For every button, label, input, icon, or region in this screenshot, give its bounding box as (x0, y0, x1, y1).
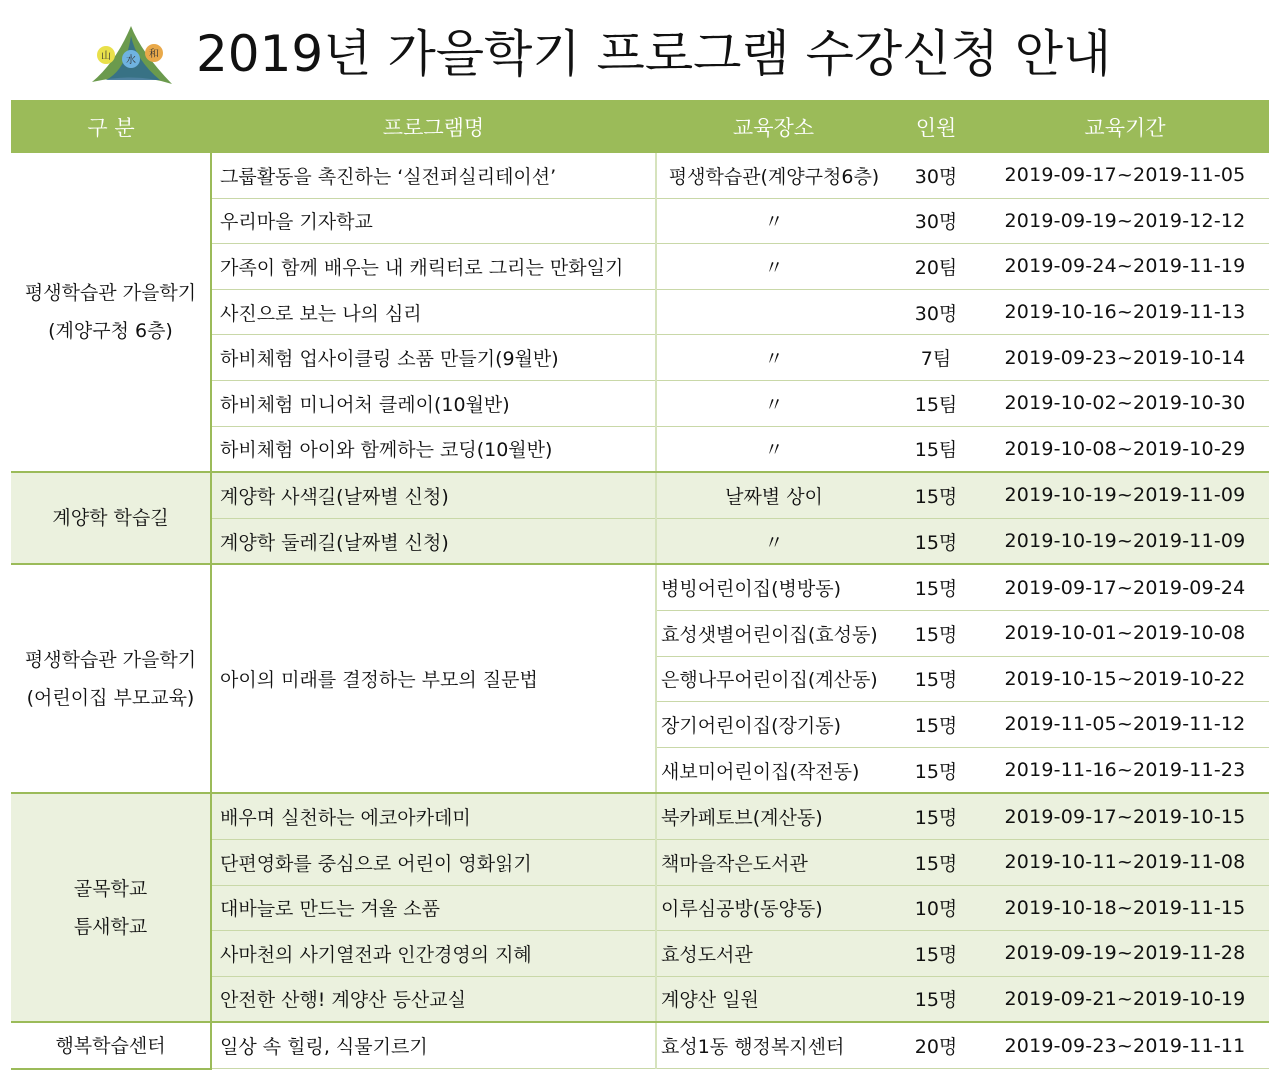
program-name: 하비체험 미니어처 클레이(10월반) (211, 380, 656, 426)
count-cell: 15명 (891, 702, 981, 748)
place-cell: 새보미어린이집(작전동) (656, 747, 891, 793)
place-cell: 병빙어린이집(병방동) (656, 564, 891, 610)
table-row (11, 153, 1269, 198)
place-cell: 날짜별 상이 (656, 472, 891, 518)
period-cell: 2019-09-24~2019-11-19 (981, 244, 1269, 290)
period-cell: 2019-10-02~2019-10-30 (981, 380, 1269, 426)
place-cell: 〃 (656, 198, 891, 244)
place-cell: 〃 (656, 244, 891, 290)
period-cell: 2019-10-01~2019-10-08 (981, 610, 1269, 656)
column-header-period: 교육기간 (981, 100, 1269, 153)
count-cell: 15명 (891, 610, 981, 656)
category-line: 계양학 학습길 (52, 507, 169, 530)
place-cell: 평생학습관(계양구청6층) (656, 153, 891, 198)
count-cell: 20팀 (891, 244, 981, 290)
count-cell: 10명 (891, 885, 981, 931)
period-cell: 2019-09-17~2019-11-05 (981, 153, 1269, 198)
column-header-place: 교육장소 (656, 100, 891, 153)
place-cell: 효성1동 행정복지센터 (656, 1022, 891, 1069)
place-cell: 은행나무어린이집(계산동) (656, 656, 891, 702)
count-cell: 15명 (891, 472, 981, 518)
period-cell: 2019-09-17~2019-09-24 (981, 564, 1269, 610)
program-name: 단편영화를 중심으로 어린이 영화읽기 (211, 839, 656, 885)
svg-text:和: 和 (149, 49, 159, 60)
period-cell: 2019-11-05~2019-11-12 (981, 702, 1269, 748)
column-header-category: 구 분 (11, 100, 211, 153)
count-cell: 15명 (891, 839, 981, 885)
page-header (0, 0, 1278, 100)
program-name: 사마천의 사기열전과 인간경영의 지혜 (211, 931, 656, 977)
category-line: (어린이집 부모교육) (26, 686, 195, 709)
program-name: 계양학 사색길(날짜별 신청) (211, 472, 656, 518)
table-row (11, 793, 1269, 839)
program-name: 하비체험 아이와 함께하는 코딩(10월반) (211, 426, 656, 472)
period-cell: 2019-10-11~2019-11-08 (981, 839, 1269, 885)
count-cell: 15팀 (891, 426, 981, 472)
period-cell: 2019-11-16~2019-11-23 (981, 747, 1269, 793)
program-name: 하비체험 업사이클링 소품 만들기(9월반) (211, 335, 656, 381)
column-header-program: 프로그램명 (211, 100, 656, 153)
program-name: 사진으로 보는 나의 심리 (211, 289, 656, 335)
table-row (11, 472, 1269, 518)
period-cell: 2019-09-23~2019-10-14 (981, 335, 1269, 381)
program-name: 우리마을 기자학교 (211, 198, 656, 244)
period-cell: 2019-10-16~2019-11-13 (981, 289, 1269, 335)
count-cell: 15명 (891, 793, 981, 839)
count-cell: 15명 (891, 747, 981, 793)
program-name: 가족이 함께 배우는 내 캐릭터로 그리는 만화일기 (211, 244, 656, 290)
category-line: 평생학습관 가을학기 (24, 282, 197, 305)
period-cell: 2019-09-17~2019-10-15 (981, 793, 1269, 839)
place-cell: 〃 (656, 335, 891, 381)
count-cell: 15명 (891, 518, 981, 564)
category-line: 골목학교 (73, 877, 148, 900)
category-cell (11, 472, 211, 564)
category-line: (계양구청 6층) (48, 320, 173, 343)
period-cell: 2019-09-19~2019-11-28 (981, 931, 1269, 977)
program-name: 계양학 둘레길(날짜별 신청) (211, 518, 656, 564)
count-cell: 15팀 (891, 380, 981, 426)
column-header-count: 인원 (891, 100, 981, 153)
place-cell: 〃 (656, 426, 891, 472)
place-cell: 효성샛별어린이집(효성동) (656, 610, 891, 656)
place-cell (656, 289, 891, 335)
program-name: 배우며 실천하는 에코아카데미 (211, 793, 656, 839)
period-cell: 2019-10-15~2019-10-22 (981, 656, 1269, 702)
place-cell: 이루심공방(동양동) (656, 885, 891, 931)
logo-icon (86, 22, 176, 88)
count-cell: 30명 (891, 198, 981, 244)
place-cell: 책마을작은도서관 (656, 839, 891, 885)
program-name: 그룹활동을 촉진하는 ‘실전퍼실리테이션’ (211, 153, 656, 198)
place-cell: 장기어린이집(장기동) (656, 702, 891, 748)
table-row (11, 1022, 1269, 1069)
count-cell: 20명 (891, 1022, 981, 1069)
period-cell: 2019-10-19~2019-11-09 (981, 518, 1269, 564)
program-name: 대바늘로 만드는 겨울 소품 (211, 885, 656, 931)
period-cell: 2019-09-21~2019-10-19 (981, 976, 1269, 1022)
category-cell (11, 793, 211, 1022)
count-cell: 30명 (891, 153, 981, 198)
program-table (11, 100, 1269, 1070)
program-name: 아이의 미래를 결정하는 부모의 질문법 (211, 564, 656, 793)
period-cell: 2019-09-19~2019-12-12 (981, 198, 1269, 244)
period-cell: 2019-09-23~2019-11-11 (981, 1022, 1269, 1069)
category-line: 행복학습센터 (55, 1034, 166, 1057)
place-cell: 계양산 일원 (656, 976, 891, 1022)
category-line: 틈새학교 (73, 915, 148, 938)
place-cell: 〃 (656, 518, 891, 564)
count-cell: 15명 (891, 976, 981, 1022)
category-cell (11, 1022, 211, 1069)
count-cell: 15명 (891, 931, 981, 977)
category-cell (11, 564, 211, 793)
program-name: 일상 속 힐링, 식물기르기 (211, 1022, 656, 1069)
place-cell: 효성도서관 (656, 931, 891, 977)
table-header-row (11, 100, 1269, 153)
category-cell (11, 153, 211, 472)
count-cell: 7팀 (891, 335, 981, 381)
count-cell: 15명 (891, 564, 981, 610)
period-cell: 2019-10-19~2019-11-09 (981, 472, 1269, 518)
page-title: 2019년 가을학기 프로그램 수강신청 안내 (196, 25, 1112, 83)
period-cell: 2019-10-18~2019-11-15 (981, 885, 1269, 931)
place-cell: 〃 (656, 380, 891, 426)
period-cell: 2019-10-08~2019-10-29 (981, 426, 1269, 472)
count-cell: 30명 (891, 289, 981, 335)
program-name: 안전한 산행! 계양산 등산교실 (211, 976, 656, 1022)
table-row (11, 564, 1269, 610)
place-cell: 북카페토브(계산동) (656, 793, 891, 839)
svg-text:水: 水 (126, 55, 136, 66)
svg-text:山: 山 (101, 51, 111, 62)
category-line: 평생학습관 가을학기 (24, 648, 197, 671)
count-cell: 15명 (891, 656, 981, 702)
